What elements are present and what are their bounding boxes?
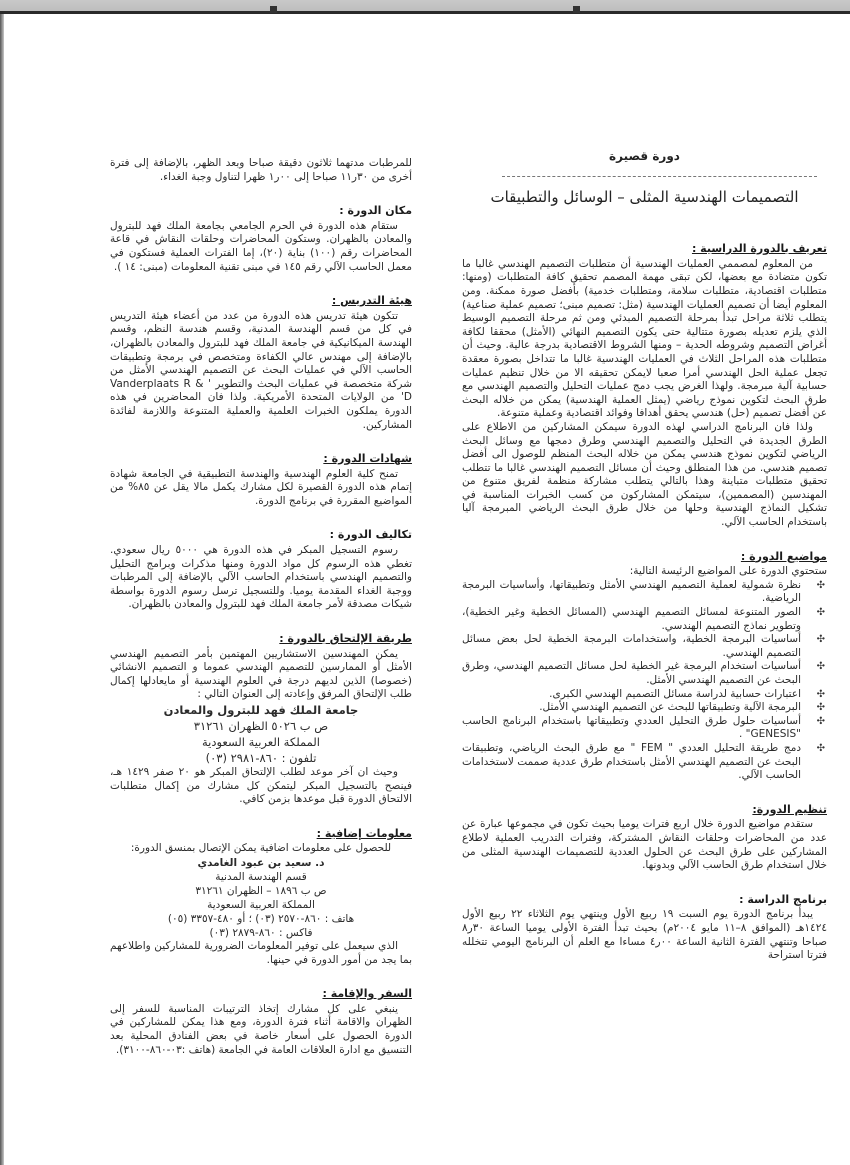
contact-line: المملكة العربية السعودية <box>207 898 315 911</box>
faculty-paragraph: تتكون هيئة تدريس هذه الدورة من عدد من أعضاء هيئة التدريس في كل من قسم الهندسة المدنية، وقسم هندسة النظم، وقسم الهندسة الميكانيكية في جامعة الملك فهد للبترول والمعادن بالظهران، بالإضافة إلى مهندس عالي الكفاءة ومتخصص في برمجة وتطبيقات الحاسب الآلي في عمليات البحث عن التصميم الهندسي الأمثل من شركة متخصصة في عمليات البحث والتطوير ' Vanderplaats R & D' من الولايات المتحدة الأمريكية. ولذا فان المحاضرين في هذه الدورة يملكون الخبرات العلمية والعملية المتنوعة واللازمة لفائدة المشاركين. <box>110 309 412 431</box>
section-heading-organization: تنظيم الدورة: <box>752 802 827 816</box>
bullet-icon: ✣ <box>816 742 825 754</box>
list-item: ✣ أساسيات البرمجة الخطية، واستخدامات البرمجة الخطية لحل بعض مسائل التصميم الهندسي. <box>462 633 825 659</box>
left-column <box>110 157 412 1057</box>
program-paragraph: يبدأ برنامج الدورة يوم السبت ١٩ ربيع الأول وينتهي يوم الثلاثاء ٢٢ ربيع الأول ١٤٢٤هـ (الموافق ٨–١١ مايو ٢٠٠٤م) بحيث تبدأ الفترة الأولى يوميا الساعة ٣٠ر٨ صباحا وتنتهي الفترة الثانية الساعة ٠٠ر٤ مساءا مع العلم أن البرنامج اليومي تتخلله فترتا استراحة <box>462 908 827 962</box>
page-title: التصميمات الهندسية المثلى – الوسائل والتطبيقات <box>490 187 799 206</box>
topics-list <box>462 579 827 783</box>
address-line: جامعة الملك فهد للبترول والمعادن <box>163 703 359 717</box>
scan-edge-left <box>0 14 4 1165</box>
section-heading-travel: السفر والإقامة : <box>322 987 412 1001</box>
contact-line: ص ب ١٨٩٦ – الظهران ٣١٢٦١ <box>195 884 327 897</box>
section-heading-enrollment: طريقة الإلتحاق بالدورة : <box>279 632 412 646</box>
address-line: المملكة العربية السعودية <box>202 735 320 749</box>
intro-paragraph: من المعلوم لمصممي العمليات الهندسية أن متطلبات التصميم الهندسي غالبا ما تكون متضادة مع بعضها، لكن تبقى مهمة المصمم تحقيق كافة المتطلبات (ومنها: متطلبات اقتصادية، متطلبات سلامة، ومتطلبات خدمية) بأفضل صورة ممكنة. ومن المعلوم أيضا أن تصميم العمليات الهندسية (مثل: تصميم مبنى؛ تصميم عملية صناعية) يتطلب ثلاثة مراحل تبدأ بمرحلة التصميم المبدئي ومن ثم مرحلة التصميم الوسيط الذي يلزم تعديله بصورة متتالية حتى يكون التصميم النهائي (الأمثل) محققا لكافة أغراض التصميم وشروطه الحدية – ومنها الشروط الاقتصادية بدرجة عالية. وحيث أن متطلبات هذه المراحل الثلاث في العمليات الهندسية غالبا ما تتداخل بصورة معقدة تجعل عملية الحل الهندسي أمرا صعبا لايمكن تحقيقه الا من خلال تنظيم عمليات حسابية آلية مبرمجة. ولهذا الغرض يجب دمج عمليات التحليل والتصميم الهندسي مع طرق البحث لتكوين نموذج رياضي (يمثل العملية الهندسية) يمكن من خلاله البحث عن أفضل تصميم (حل) هندسي يحقق أهدافا وفوائد اقتصادية وعملية متنوعة. <box>462 257 827 420</box>
binding-mark <box>270 6 277 13</box>
more-info-paragraph: للحصول على معلومات اضافية يمكن الإتصال بمنسق الدورة: <box>130 842 392 855</box>
right-column <box>462 150 827 963</box>
coordinator-contact <box>110 856 412 940</box>
section-heading-certificates: شهادات الدورة : <box>323 452 412 466</box>
bullet-icon: ✣ <box>816 702 825 714</box>
more-info-paragraph-2: الذي سيعمل على توفير المعلومات الضرورية للمشاركين واطلاعهم بما يجد من أمور الدورة في حينها. <box>110 939 412 966</box>
list-item: ✣ أساسيات حلول طرق التحليل العددي وتطبيقاتها باستخدام البرنامج الحاسب "GENESIS" . <box>462 714 825 741</box>
section-heading-intro: تعريف بالدورة الدراسية : <box>691 242 827 256</box>
address-line: تلفون : ٨٦٠-٢٩٨١ (٠٣) <box>205 751 317 765</box>
section-heading-topics: مواضيع الدورة : <box>740 549 827 563</box>
bullet-icon: ✣ <box>816 607 825 619</box>
enrollment-paragraph: يمكن المهندسين الاستشاريين المهتمين بأمر التصميم الهندسي الأمثل أو الممارسين للتصميم الهندسي عموما و التصميم الانشائي (خصوصا) الذين لديهم درجة في العلوم الهندسية أو مايعادلها إكمال طلب الإلتحاق المرفق وإعادته إلى العنوان التالي : <box>110 647 412 701</box>
bullet-icon: ✣ <box>816 715 825 727</box>
bullet-icon: ✣ <box>816 688 825 700</box>
section-heading-more-info: معلومات إضافية : <box>316 826 412 840</box>
scan-edge-line <box>0 11 850 14</box>
list-item: ✣ الصور المتنوعة لمسائل التصميم الهندسي (المسائل الخطية وغير الخطية)، وتطوير نماذج التصميم الهندسي. <box>462 606 825 632</box>
coordinator-name: د. سعيد بن عبود الغامدي <box>197 856 325 869</box>
section-heading-costs: تكاليف الدورة : <box>329 528 412 542</box>
bullet-icon: ✣ <box>816 661 825 673</box>
mailing-address <box>110 702 412 766</box>
contact-line: قسم الهندسة المدنية <box>215 870 307 883</box>
enrollment-deadline: وحيث ان آخر موعد لطلب الإلتحاق المبكر هو ٢٠ صفر ١٤٢٩ هـ، فينصح بالتسجيل المبكر ليتمكن كل مشارك من إكمال متطلبات الالتحاق الدورة قبل موعدها بزمن كافي. <box>110 766 412 806</box>
list-item: ✣ أساسيات استخدام البرمجة غير الخطية لحل مسائل التصميم الهندسي، وطرق البحث عن التصميم الهندسي الأمثل. <box>462 660 825 686</box>
certificates-paragraph: تمنح كلية العلوم الهندسية والهندسة التطبيقية في الجامعة شهادة إتمام هذه الدورة القصيرة لكل مشارك يكمل مالا يقل عن ٨٥% من المواضيع المقررة في برنامج الدورة. <box>110 467 412 507</box>
list-item: ✣ اعتبارات حسابية لدراسة مسائل التصميم الهندسي الكبرى. <box>549 687 825 700</box>
section-heading-faculty: هيئة التدريس : <box>331 294 412 308</box>
list-item: ✣ البرمجة الآلية وتطبيقاتها للبحث عن التصميم الهندسي الأمثل. <box>539 701 825 714</box>
bullet-icon: ✣ <box>816 579 825 591</box>
binding-mark <box>573 6 580 13</box>
costs-paragraph: رسوم التسجيل المبكر في هذه الدورة هي ٥٠٠٠ ريال سعودي. تغطي هذه الرسوم كل مواد الدورة ومنها مذكرات وبرامج التحليل والتصميم الهندسي باستخدام الحاسب الآلي بالإضافة إلى المرطبات ووجبة الغداء المقدمة يوميا. وللتسجيل ترسل رسوم الدورة بواسطة شيكات مصدقة لأمر جامعة الملك فهد للبترول والمعادن بالظهران. <box>110 544 412 611</box>
topics-lead: ستحتوي الدورة على المواضيع الرئيسة التالية: <box>629 565 827 578</box>
travel-paragraph: ينبغي على كل مشارك إتخاذ الترتيبات المناسبة للسفر إلى الظهران والاقامة أثناء فترة الدورة، ومع هذا يمكن للمشاركين في الدورة الحصول على أسعار خاصة في بعض الفنادق المحلية بعد التنسيق مع ادارة العلاقات العامة في الجامعة (هاتف :٠٣-٨٦٠-٣١٠٠). <box>110 1002 412 1056</box>
contact-fax: فاكس : ٨٦٠-٢٨٧٩ (٠٣) <box>209 926 313 939</box>
list-item: ✣ دمج طريقة التحليل العددي " FEM " مع طرق البحث الرياضي، وتطبيقات البحث عن التصميم الهندسي الأمثل باستخدام طرق عددية صممت لاستخدامات الحاسب الآلي. <box>462 741 825 782</box>
section-heading-program: برنامج الدراسة : <box>739 892 827 906</box>
section-heading-venue: مكان الدورة : <box>339 204 412 218</box>
continuation-paragraph: للمرطبات مدتهما ثلاثون دقيقة صباحا وبعد الظهر، بالإضافة إلى فترة أخرى من ٣٠ر١١ صباحا إلى ٠٠ر١ ظهرا لتناول وجبة الغداء. <box>110 157 412 183</box>
organization-paragraph: ستقدم مواضيع الدورة خلال اربع فترات يوميا بحيث تكون في مجموعها عبارة عن عدد من المحاضرات وحلقات النقاش المشتركة، وفترات التدريب العملية لاطلاع المشاركين على طرق البحث عن الحلول العددية للتصميمات الهندسية المثلى من خلال استخدام طرق الحاسب الآلي وبدونها. <box>462 818 827 872</box>
address-line: ص ب ٥٠٢٦ الظهران ٣١٢٦١ <box>193 719 329 733</box>
kicker-label: دورة قصيرة <box>609 149 680 163</box>
intro-paragraph: ولذا فان البرنامج الدراسي لهذه الدورة سيمكن المشاركين من الاطلاع على الطرق الجديدة في التحليل والتصميم الهندسي وطرق دمجها مع وسائل البحث الرياضي لتكوين نموذج هندسي يمكن من خلاله البحث المنظم للوصول الى أفضل تصميم هندسي. من هذا المنطلق وحيث أن مسائل التصميم الهندسي غالبا ما تتطلب تحقيق متطلبات متباينة وهذا بالتالي يتطلب مشاركة منظمة لفريق متنوع من المهندسين (المصممين)، سيتمكن المشاركون من كسب الخبرات المناسبة في تشكيل النماذج الهندسية وحلها من خلال طرق البحث الرياضي المبرمجة آليا باستخدام الحاسب الآلي. <box>462 420 827 529</box>
dotted-divider <box>502 176 817 177</box>
contact-phone: هاتف : ٨٦٠-٢٥٧٠ (٠٣) ؛ أو ٤٨٠-٣٣٥٧ (٠٥) <box>167 912 355 925</box>
list-item: ✣ نظرة شمولية لعملية التصميم الهندسي الأمثل وتطبيقاتها، وأساسيات البرمجة الرياضية. <box>462 578 825 605</box>
venue-paragraph: ستقام هذه الدورة في الحرم الجامعي بجامعة الملك فهد للبترول والمعادن بالظهران. وستكون المحاضرات وحلقات النقاش في قاعة المحاضرات رقم (١٠٠) بناية (٢٠)، إما الفترات العملية فستكون في معمل الحاسب الآلي رقم ١٤٥ في مبنى تقنية المعلومات (مبنى: ١٤ ). <box>110 219 412 273</box>
bullet-icon: ✣ <box>816 634 825 646</box>
